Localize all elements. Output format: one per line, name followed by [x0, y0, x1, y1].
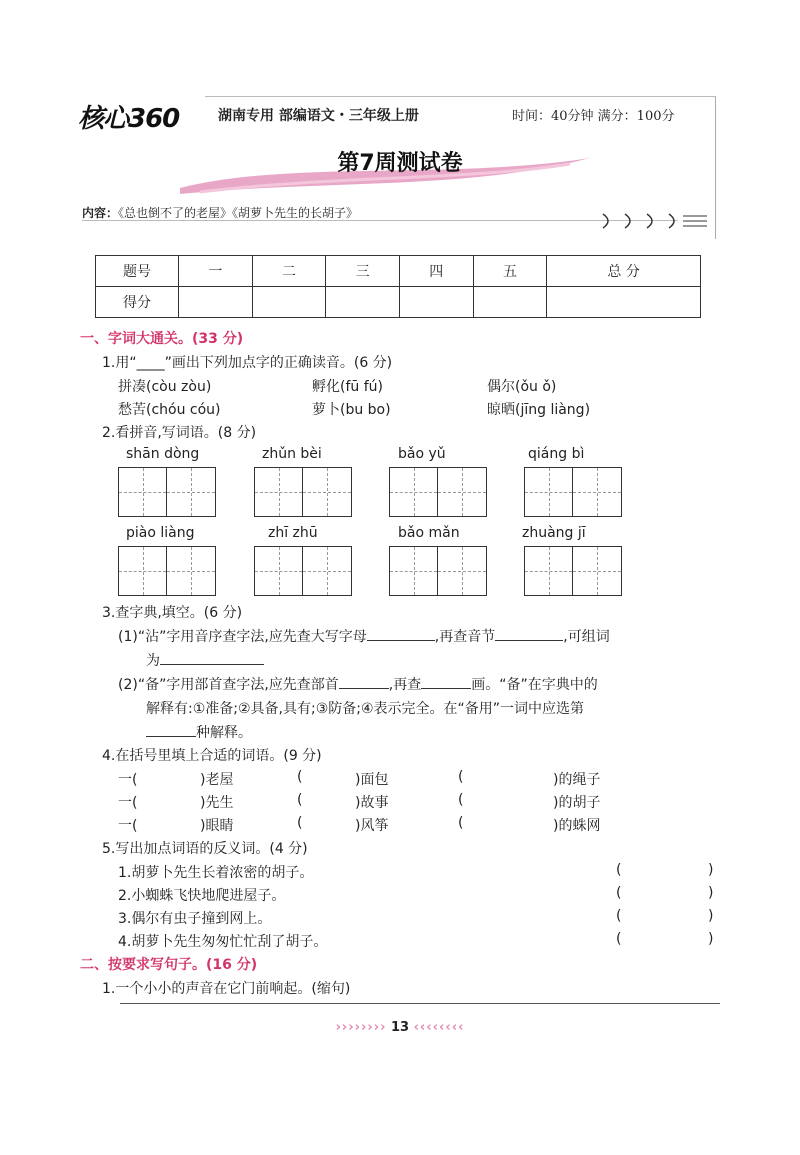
page-footer: [0, 1020, 800, 1035]
answer-line[interactable]: [120, 1003, 720, 1004]
q5-stem: 5.写出加点词语的反义词。(4 分): [102, 841, 308, 857]
q4-text: )的绳子: [553, 772, 601, 788]
q4-text: )的蛛网: [553, 818, 601, 834]
page-number: 13: [390, 1020, 410, 1035]
answer-blank[interactable]: [146, 722, 196, 737]
q2-stem: 2.看拼音,写词语。(8 分): [102, 425, 257, 441]
pinyin-label: shān dòng: [126, 446, 200, 462]
answer-blank[interactable]: [339, 674, 389, 689]
q3-text: ,再查音节: [434, 629, 496, 645]
q5-item: 2.小蜘蛛飞快地爬进屋子。: [118, 888, 286, 904]
answer-blank[interactable]: [421, 674, 471, 689]
answer-paren: ): [708, 862, 714, 878]
q4-stem: 4.在括号里填上合适的词语。(9 分): [102, 748, 322, 764]
q4-text: )先生: [200, 795, 234, 811]
q3-text: 为: [146, 653, 160, 669]
section-1-title: 一、字词大通关。(33 分): [80, 331, 244, 347]
q1-item: 拼凑(còu zòu): [118, 379, 212, 395]
brand-logo: 核心360: [78, 104, 180, 134]
answer-blank[interactable]: [160, 650, 264, 665]
q1-item: 愁苦(chóu cóu): [118, 402, 221, 418]
q1-item: 偶尔(ǒu ǒ): [487, 379, 557, 395]
answer-paren: ): [708, 931, 714, 947]
table-cell: 题号: [96, 256, 179, 287]
answer-paren: (: [616, 885, 622, 901]
score-cell[interactable]: [547, 287, 701, 318]
q3-text: ,可组词: [563, 629, 610, 645]
q5-item: 1.胡萝卜先生长着浓密的胡子。: [118, 865, 314, 881]
q4-text: 一(: [118, 772, 138, 788]
writing-grid[interactable]: [524, 467, 622, 517]
q4-text: (: [458, 769, 464, 785]
q4-text: )故事: [355, 795, 389, 811]
q3-line-4: 解释有:①准备;②具备,具有;③防备;④表示完全。在“备用”一词中应选第: [146, 701, 585, 717]
writing-grid[interactable]: [524, 546, 622, 596]
q4-text: 一(: [118, 795, 138, 811]
pinyin-label: bǎo yǔ: [398, 446, 446, 462]
q3-line-1: [118, 626, 610, 646]
q4-row: [118, 769, 137, 789]
q4-text: (: [297, 792, 303, 808]
pinyin-label: piào liàng: [126, 525, 195, 541]
score-cell[interactable]: [473, 287, 547, 318]
answer-paren: (: [616, 908, 622, 924]
q4-text: (: [297, 815, 303, 831]
q5-item: 4.胡萝卜先生匆匆忙忙刮了胡子。: [118, 934, 328, 950]
pinyin-label: zhuàng jī: [522, 525, 586, 541]
q3-stem: 3.查字典,填空。(6 分): [102, 605, 243, 621]
writing-grid[interactable]: [254, 546, 352, 596]
content-line: [82, 204, 358, 221]
q3-text: (2)“备”字用部首查字法,应先查部首: [118, 677, 339, 693]
q4-text: (: [458, 792, 464, 808]
q3-line-2: [146, 650, 264, 670]
content-text: 《总也倒不了的老屋》《胡萝卜先生的长胡子》: [118, 206, 359, 220]
q4-text: )面包: [355, 772, 389, 788]
score-cell[interactable]: [399, 287, 473, 318]
writing-grid[interactable]: [389, 546, 487, 596]
q4-text: )眼睛: [200, 818, 234, 834]
table-cell: 三: [326, 256, 400, 287]
pinyin-label: qiáng bì: [528, 446, 585, 462]
answer-paren: ): [708, 885, 714, 901]
time-score-info: 时间：40分钟 满分：100分: [512, 109, 675, 124]
score-header-row: [96, 256, 701, 287]
q4-text: 一(: [118, 818, 138, 834]
section-2-title: 二、按要求写句子。(16 分): [80, 957, 258, 973]
table-cell: 总 分: [547, 256, 701, 287]
writing-grid[interactable]: [389, 467, 487, 517]
table-cell: 二: [252, 256, 326, 287]
arrow-left-icon: ‹‹‹‹‹‹‹‹: [413, 1020, 465, 1035]
q1-item: 晾晒(jīng liàng): [487, 402, 591, 418]
q4-text: (: [458, 815, 464, 831]
s2-q1: 1.一个小小的声音在它门前响起。(缩句): [102, 981, 351, 997]
table-cell: 一: [179, 256, 253, 287]
q1-item: 萝卜(bu bo): [312, 402, 391, 418]
answer-paren: (: [616, 862, 622, 878]
writing-grid[interactable]: [254, 467, 352, 517]
q3-text: ,再查: [388, 677, 422, 693]
q3-line-3: [118, 674, 598, 694]
content-underline: [82, 220, 678, 221]
edition-info: 湖南专用 部编语文・三年级上册: [218, 108, 419, 124]
score-table: [95, 255, 701, 318]
q5-item: 3.偶尔有虫子撞到网上。: [118, 911, 272, 927]
q3-text: (1)“沾”字用音序查字法,应先查大写字母: [118, 629, 367, 645]
arrow-right-icon: ››››››››: [335, 1020, 387, 1035]
page-title: 第7周测试卷: [337, 151, 463, 176]
pinyin-label: zhǔn bèi: [262, 446, 322, 462]
pinyin-label: zhī zhū: [268, 525, 318, 541]
q1-item: 孵化(fū fú): [312, 379, 383, 395]
q4-text: )老屋: [200, 772, 234, 788]
q1-stem: 1.用“____”画出下列加点字的正确读音。(6 分): [102, 355, 393, 371]
score-cell[interactable]: [179, 287, 253, 318]
score-input-row: [96, 287, 701, 318]
table-cell: 四: [399, 256, 473, 287]
answer-blank[interactable]: [495, 626, 563, 641]
pinyin-label: bǎo mǎn: [398, 525, 460, 541]
answer-paren: ): [708, 908, 714, 924]
content-label: 内容：: [82, 206, 119, 220]
q4-text: )的胡子: [553, 795, 601, 811]
table-cell: 得分: [96, 287, 179, 318]
answer-paren: (: [616, 931, 622, 947]
writing-grid[interactable]: [118, 467, 216, 517]
answer-blank[interactable]: [367, 626, 435, 641]
score-cell[interactable]: [252, 287, 326, 318]
table-cell: 五: [473, 256, 547, 287]
q3-text: 种解释。: [196, 725, 252, 741]
writing-grid[interactable]: [118, 546, 216, 596]
score-cell[interactable]: [326, 287, 400, 318]
q4-text: )风筝: [355, 818, 389, 834]
q3-text: 画。“备”在字典中的: [471, 677, 598, 693]
q4-text: (: [297, 769, 303, 785]
decorative-arcs: [595, 210, 710, 232]
q3-line-5: [146, 722, 252, 742]
